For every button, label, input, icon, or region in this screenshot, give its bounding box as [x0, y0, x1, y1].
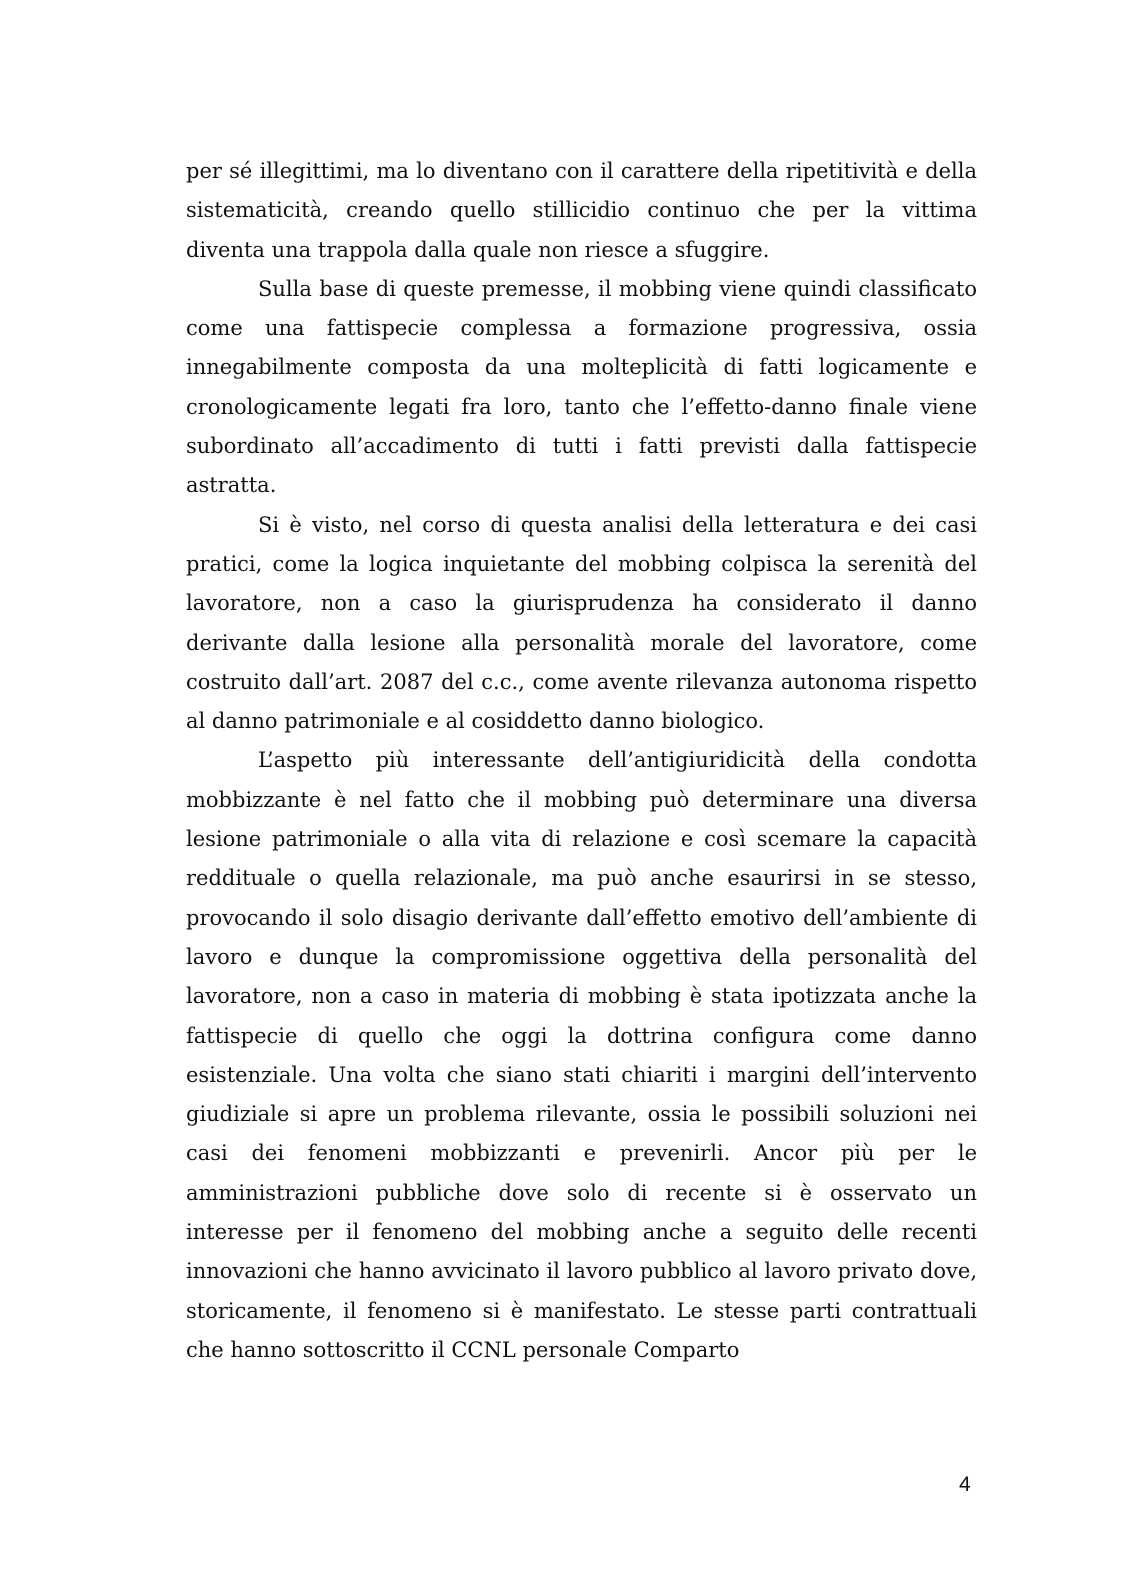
- paragraph-literature-analysis: Si è visto, nel corso di questa analisi della letteratura e dei casi pratici, come la logica inquietante del mobbing colpisca la serenità del lavoratore, non a caso la giurisprudenza ha considerato il danno derivante dalla lesione alla personalità morale del lavoratore, come costruito dall’art. 2087 del c.c., come avente rilevanza autonoma rispetto al danno patrimoniale e al cosiddetto danno biologico.: [186, 512, 977, 734]
- paragraph-mobbing-classification: Sulla base di queste premesse, il mobbing viene quindi classificato come una fattispecie complessa a formazione progressiva, ossia innegabilmente composta da una molteplicità di fatti logicamente e cronologicamente legati fra loro, tanto che l’effetto-danno finale viene subordinato all’accadimento di tutti i fatti previsti dalla fattispecie astratta.: [186, 276, 977, 498]
- paragraph-antigiuridicita: L’aspetto più interessante dell’antigiuridicità della condotta mobbizzante è nel fatto che il mobbing può determinare una diversa lesione patrimoniale o alla vita di relazione e così scemare la capacità reddituale o quella relazionale, ma può anche esaurirsi in se stesso, provocando il solo disagio derivante dall’effetto emotivo dell’ambiente di lavoro e dunque la compromissione oggettiva della personalità del lavoratore, non a caso in materia di mobbing è stata ipotizzata anche la fattispecie di quello che oggi la dottrina configura come danno esistenziale. Una volta che siano stati chiariti i margini dell’intervento giudiziale si apre un problema rilevante, ossia le possibili soluzioni nei casi dei fenomeni mobbizzanti e prevenirli. Ancor più per le amministrazioni pubbliche dove solo di recente si è osservato un interesse per il fenomeno del mobbing anche a seguito delle recenti innovazioni che hanno avvicinato il lavoro pubblico al lavoro privato dove, storicamente, il fenomeno si è manifestato. Le stesse parti contrattuali che hanno sottoscritto il CCNL personale Comparto: [186, 748, 977, 1362]
- document-body: [186, 152, 977, 1370]
- page-number: 4: [959, 1473, 971, 1496]
- paragraph-continuation: per sé illegittimi, ma lo diventano con il carattere della ripetitività e della sistematicità, creando quello stillicidio continuo che per la vittima diventa una trappola dalla quale non riesce a sfuggire.: [186, 159, 977, 262]
